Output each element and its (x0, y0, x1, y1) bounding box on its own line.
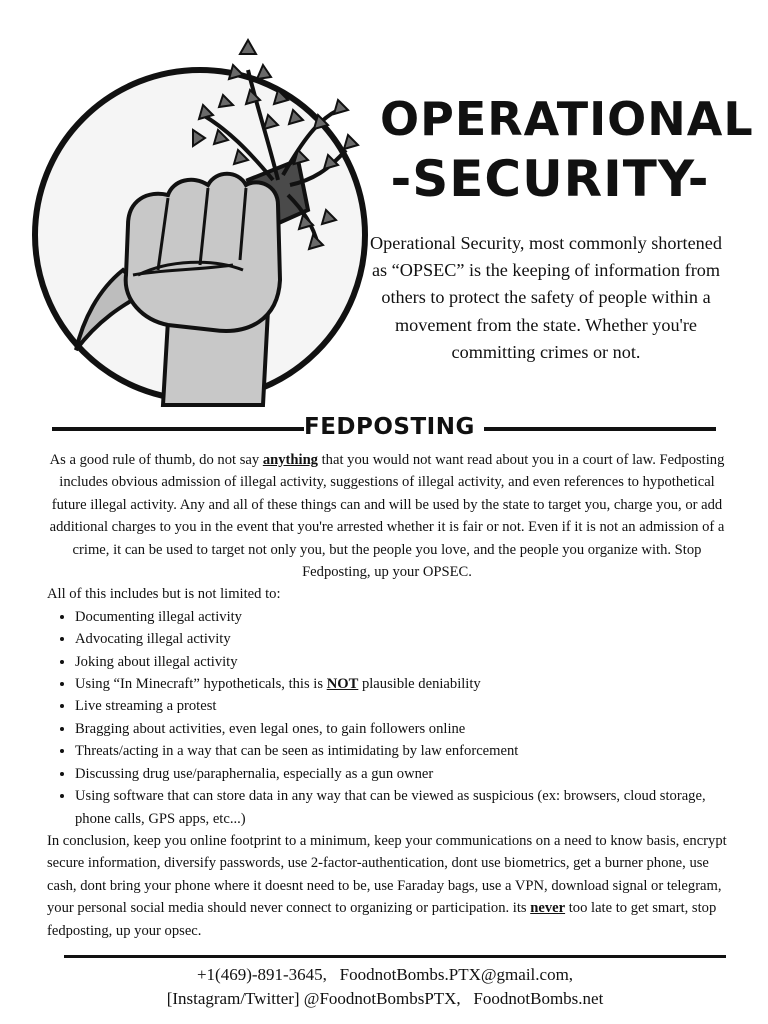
section-title: FEDPOSTING (304, 414, 475, 440)
divider-left (52, 427, 304, 431)
page-title-line1: OPERATIONAL (380, 92, 754, 146)
list-item: • Threats/acting in a way that can be seen as intimidating by law enforcement (75, 740, 727, 762)
list-item: • Discussing drug use/paraphernalia, especially as a gun owner (75, 763, 727, 785)
list-item: • Bragging about activities, even legal ones, to gain followers online (75, 718, 727, 740)
intro-paragraph: Operational Security, most commonly shortened as “OPSEC” is the keeping of information from others to protect the safety of people within a movement from the state. Whether you're committing crimes or not. (370, 233, 722, 362)
list-item: • Documenting illegal activity (75, 606, 727, 628)
footer-line-phone-email: +1(469)-891-3645, FoodnotBombs.PTX@gmail.com, (196, 965, 574, 984)
list-item: • Using software that can store data in any way that can be viewed as suspicious (ex: browsers, cloud storage, phone calls, GPS apps, etc...) (75, 785, 727, 830)
footer-contact (40, 963, 730, 1011)
fedposting-list (47, 606, 727, 830)
list-intro: All of this includes but is not limited to: (47, 586, 281, 603)
page-title-line2: -SECURITY- (390, 150, 710, 208)
footer-divider (64, 955, 726, 958)
emphasis-not: NOT (326, 676, 359, 693)
footer-line-social-web: [Instagram/Twitter] @FoodnotBombsPTX, FoodnotBombs.net (166, 989, 604, 1008)
list-item: • Advocating illegal activity (75, 628, 727, 650)
emphasis-anything: anything (262, 452, 318, 468)
conclusion-paragraph: In conclusion, keep you online footprint to a minimum, keep your communications on a need to know basis, encrypt secure information, diversify passwords, use 2-factor-authentication, dont use biometrics, get a burner phone, use cash, dont bring your phone where it doesnt need to be, use Faraday bags, use a VPN, download signal or telegram, your personal social media should never connect to organizing or participation. its never too late to get smart, stop fedposting, up your opsec. (47, 832, 727, 939)
list-item: • Joking about illegal activity (75, 651, 727, 673)
list-item: • Live streaming a protest (75, 695, 727, 717)
emphasis-never: never (530, 900, 566, 917)
list-item: • Using “In Minecraft” hypotheticals, this is NOT plausible deniability (75, 673, 727, 695)
fist-holding-carrot-icon (28, 20, 368, 410)
divider-right (484, 427, 716, 431)
body-content (47, 449, 727, 942)
fedposting-paragraph: As a good rule of thumb, do not say anything that you would not want read about you in a court of law. Fedposting includes obvious admission of illegal activity, suggestions of illegal activity, and even references to hypothetical future illegal activity. Any and all of these things can and will be used by the state to target you, charge you, or add additional charges to you in the event that you're arrested whether it is fair or not. Even if it is not an admission of a crime, it can be used to target not only you, but the people you love, and the people you organize with. Stop Fedposting, up your OPSEC. (49, 452, 725, 581)
